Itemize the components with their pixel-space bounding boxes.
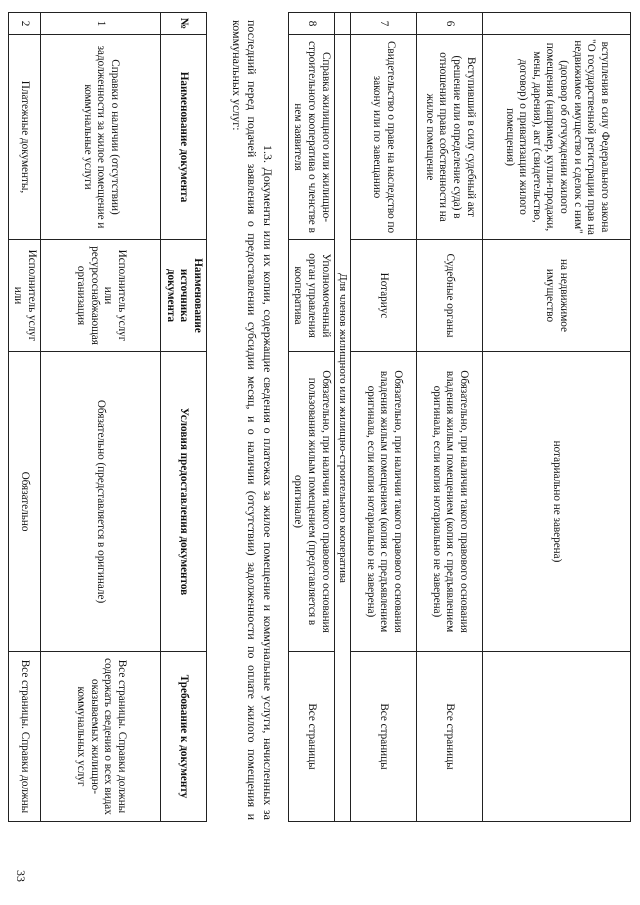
document-source: на недвижимое имущество: [483, 240, 631, 352]
section-header-row: [334, 13, 350, 822]
document-source: Судебные органы: [417, 240, 483, 352]
header-name: Наименование документа: [161, 35, 207, 240]
page-number: 33: [14, 870, 28, 882]
row-number: 8: [288, 13, 334, 35]
table-row: [417, 13, 483, 822]
table-header-row: [161, 13, 207, 822]
document-name: вступления в силу Федерального закона "О государственной регистрации прав на недвижимое имущество и сделок с ним" (договор об отчуждении жилого помещения (например, купли-продажи, мены, дарения), акт (свидетельство, договор) о приватизации жилого помещения): [483, 35, 631, 240]
document-source: Исполнитель услуг или ресурсоснабжающая организация: [41, 240, 161, 352]
table-row: [351, 13, 417, 822]
section-paragraph: [228, 20, 275, 820]
document-condition: Обязательно, при наличии такого правового основания пользования жилым помещением (представляется в оригинале): [288, 352, 334, 652]
document-requirement: Все страницы. Справки должны содержать сведения о всех видах оказываемых жилищно-коммунальных услуг: [41, 652, 161, 822]
document-requirement: Все страницы: [288, 652, 334, 822]
table-row: [483, 13, 631, 822]
document-condition: Обязательно, при наличии такого правового основания владения жилым помещением (копия с предъявлением оригинала, если копия нотариально не заверена): [417, 352, 483, 652]
document-condition: Обязательно, при наличии такого правового основания владения жилым помещением (копия с предъявлением оригинала, если копия нотариально не заверена): [351, 352, 417, 652]
payments-documents-table: [8, 12, 207, 822]
table-row: [288, 13, 334, 822]
document-source: Нотариус: [351, 240, 417, 352]
document-name: Справка жилищного или жилищно-строительного кооператива о членстве в нем заявителя: [288, 35, 334, 240]
header-num: №: [161, 13, 207, 35]
header-requirement: Требование к документу: [161, 652, 207, 822]
document-requirement: Все страницы: [417, 652, 483, 822]
documents-table-continued: [288, 12, 631, 822]
row-number: [483, 13, 631, 35]
document-condition: Обязательно: [8, 352, 40, 652]
table-row: [41, 13, 161, 822]
row-number: 6: [417, 13, 483, 35]
document-source: Исполнитель услуг или: [8, 240, 40, 352]
document-requirement: [483, 652, 631, 822]
header-source: Наименование источника документа: [161, 240, 207, 352]
paragraph-text: 1.3. Документы или их копии, содержащие сведения о платежах за жилое помещение и коммунальные услуги, начисленных за последний перед подачей заявления о предоставлении субсидии месяц, и о наличии (отсутствии) задолженности по оплате жилого помещения и коммунальных услуг:: [229, 20, 275, 820]
document-name: Свидетельство о праве на наследство по закону или по завещанию: [351, 35, 417, 240]
row-number: 2: [8, 13, 40, 35]
row-number: 1: [41, 13, 161, 35]
document-name: Вступивший в силу судебный акт (решение или определение суда) в отношении права собственности на жилое помещение: [417, 35, 483, 240]
header-condition: Условия предоставления документов: [161, 352, 207, 652]
row-number: 7: [351, 13, 417, 35]
document-condition: Обязательно (представляется в оригинале): [41, 352, 161, 652]
table-row: [8, 13, 40, 822]
document-name: Платежные документы,: [8, 35, 40, 240]
document-source: Уполномоченный орган управления кооператива: [288, 240, 334, 352]
document-requirement: Все страницы. Справки должны: [8, 652, 40, 822]
document-requirement: Все страницы: [351, 652, 417, 822]
document-name: Справки о наличии (отсутствии) задолженности за жилое помещение и коммунальные услуги: [41, 35, 161, 240]
section-label: Для членов жилищного или жилищно-строительного кооператива: [334, 35, 350, 822]
document-condition: нотариально не заверена): [483, 352, 631, 652]
